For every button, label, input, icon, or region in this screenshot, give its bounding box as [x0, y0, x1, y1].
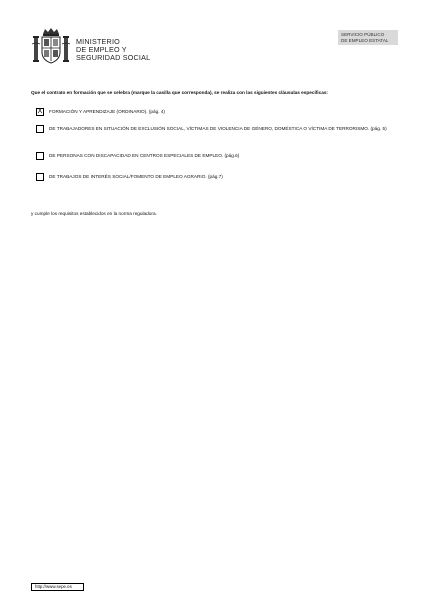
option-label: FORMACIÓN Y APRENDIZAJE (ORDINARIO). (pág. 4) — [49, 109, 165, 114]
service-line: DE EMPLEO ESTATAL — [341, 37, 389, 43]
intro-text: Que el contrato en formación que se celebra (marque la casilla que corresponda), se realiza con las siguientes cláusulas específicas: — [31, 90, 328, 95]
option-label: DE TRABAJADORES EN SITUACIÓN DE EXCLUSIÓN SOCIAL, VÍCTIMAS DE VIOLENCIA DE GÉNERO, DOMÉSTICA O VÍCTIMA DE TERRORISMO. (pág. 5) — [49, 126, 387, 131]
option-interes-social[interactable] — [36, 174, 394, 181]
option-checkbox[interactable] — [36, 152, 44, 160]
option-label: DE PERSONAS CON DISCAPACIDAD EN CENTROS ESPECIALES DE EMPLEO. (pág.6) — [49, 153, 240, 158]
ministry-name — [76, 38, 150, 62]
option-checkbox[interactable] — [36, 125, 44, 133]
ministry-line: MINISTERIO — [76, 37, 120, 46]
option-checkbox[interactable]: X — [37, 108, 43, 115]
ministry-line: DE EMPLEO Y — [76, 45, 127, 54]
closing-text: y cumple los requisitos establecidos en la norma reguladora. — [31, 211, 157, 216]
service-badge — [338, 30, 398, 45]
option-formacion-aprendizaje[interactable] — [36, 109, 394, 116]
service-line: SERVICIO PÚBLICO — [341, 32, 385, 37]
footer-url-link[interactable]: http://www.sepe.es — [31, 583, 84, 591]
option-label: DE TRABAJOS DE INTERÉS SOCIAL/FOMENTO DE EMPLEO AGRARIO. (pág.7) — [49, 174, 223, 179]
option-discapacidad[interactable] — [36, 153, 394, 160]
option-checkbox[interactable] — [36, 173, 44, 181]
coat-of-arms-icon — [31, 26, 71, 66]
option-exclusion-social[interactable] — [36, 126, 394, 133]
ministry-line: SEGURIDAD SOCIAL — [76, 53, 151, 62]
